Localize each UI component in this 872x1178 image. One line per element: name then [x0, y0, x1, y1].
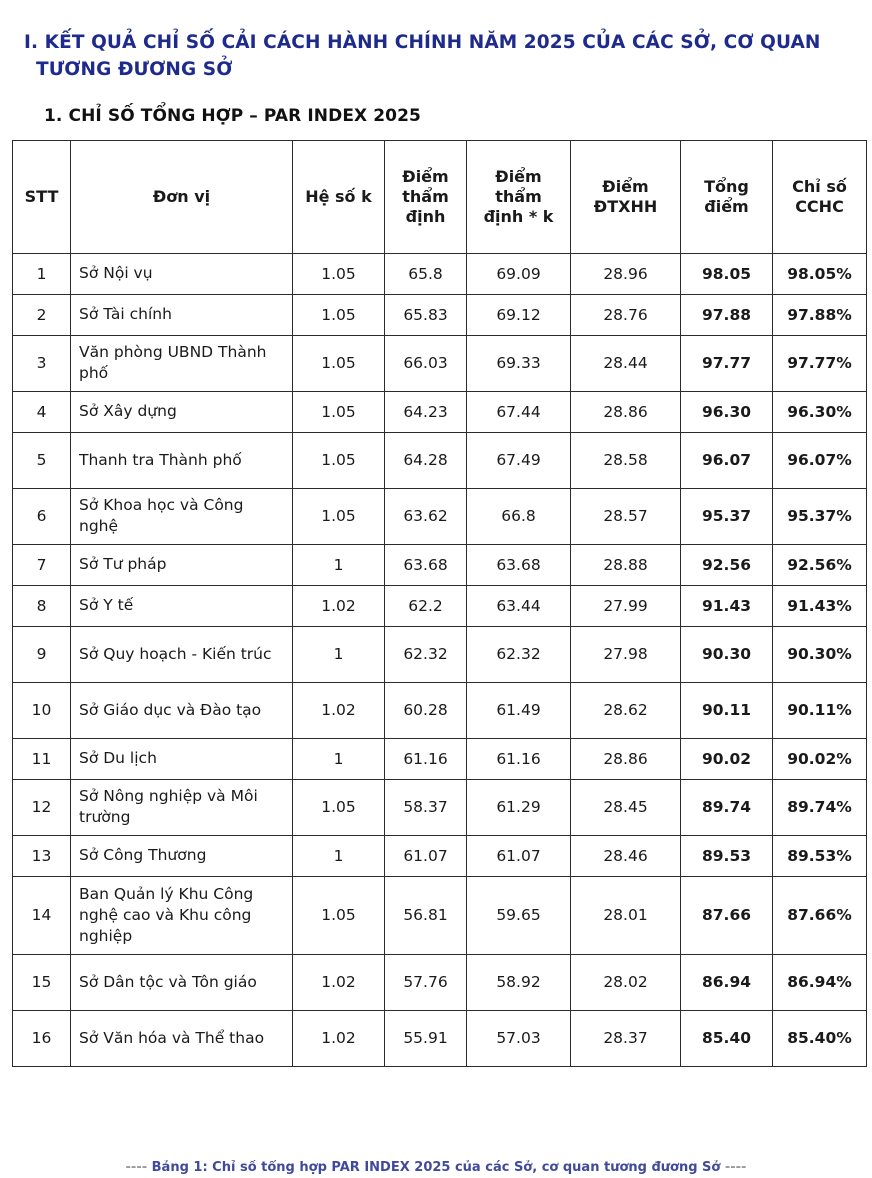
cell-diem-tham-dinh-k: 67.49 [467, 432, 571, 488]
table-row [13, 335, 867, 391]
table-row [13, 954, 867, 1010]
cell-diem-tham-dinh: 57.76 [385, 954, 467, 1010]
cell-he-so-k: 1 [293, 626, 385, 682]
cell-unit: Thanh tra Thành phố [71, 432, 293, 488]
cell-unit: Sở Công Thương [71, 835, 293, 876]
cell-unit: Sở Y tế [71, 585, 293, 626]
cell-diem-dtxhh: 27.99 [571, 585, 681, 626]
cell-diem-tham-dinh-k: 57.03 [467, 1010, 571, 1066]
cell-chi-so-cchc: 85.40% [773, 1010, 867, 1066]
cell-unit: Sở Nội vụ [71, 253, 293, 294]
cell-unit: Sở Quy hoạch - Kiến trúc [71, 626, 293, 682]
cell-unit: Sở Khoa học và Công nghệ [71, 488, 293, 544]
cell-chi-so-cchc: 86.94% [773, 954, 867, 1010]
table-row [13, 294, 867, 335]
table-row [13, 738, 867, 779]
cell-unit: Văn phòng UBND Thành phố [71, 335, 293, 391]
column-header-diem-tham-dinh: Điểm thẩm định [385, 140, 467, 253]
cell-diem-tham-dinh: 65.83 [385, 294, 467, 335]
cell-chi-so-cchc: 89.74% [773, 779, 867, 835]
cell-tong-diem: 90.30 [681, 626, 773, 682]
cell-unit: Sở Văn hóa và Thể thao [71, 1010, 293, 1066]
cell-diem-dtxhh: 27.98 [571, 626, 681, 682]
cell-unit: Sở Dân tộc và Tôn giáo [71, 954, 293, 1010]
cell-diem-dtxhh: 28.86 [571, 391, 681, 432]
cell-chi-so-cchc: 96.07% [773, 432, 867, 488]
cell-chi-so-cchc: 97.77% [773, 335, 867, 391]
cell-stt: 14 [13, 876, 71, 954]
cell-stt: 11 [13, 738, 71, 779]
cell-diem-tham-dinh-k: 63.68 [467, 544, 571, 585]
table-row [13, 626, 867, 682]
cell-chi-so-cchc: 90.30% [773, 626, 867, 682]
cell-he-so-k: 1.02 [293, 1010, 385, 1066]
column-header-he-so-k: Hệ số k [293, 140, 385, 253]
table-row [13, 488, 867, 544]
cell-he-so-k: 1 [293, 544, 385, 585]
cell-chi-so-cchc: 89.53% [773, 835, 867, 876]
cell-chi-so-cchc: 95.37% [773, 488, 867, 544]
cell-tong-diem: 95.37 [681, 488, 773, 544]
table-row [13, 544, 867, 585]
cell-diem-dtxhh: 28.44 [571, 335, 681, 391]
cell-diem-tham-dinh-k: 61.16 [467, 738, 571, 779]
cell-diem-tham-dinh-k: 61.29 [467, 779, 571, 835]
cell-chi-so-cchc: 96.30% [773, 391, 867, 432]
cell-diem-dtxhh: 28.45 [571, 779, 681, 835]
cell-diem-dtxhh: 28.57 [571, 488, 681, 544]
cell-diem-tham-dinh: 63.62 [385, 488, 467, 544]
cell-stt: 16 [13, 1010, 71, 1066]
cell-diem-dtxhh: 28.86 [571, 738, 681, 779]
column-header-stt: STT [13, 140, 71, 253]
cell-tong-diem: 85.40 [681, 1010, 773, 1066]
cell-diem-tham-dinh-k: 62.32 [467, 626, 571, 682]
cell-diem-tham-dinh: 60.28 [385, 682, 467, 738]
cell-diem-tham-dinh-k: 63.44 [467, 585, 571, 626]
cell-unit: Sở Giáo dục và Đào tạo [71, 682, 293, 738]
cell-unit: Sở Xây dựng [71, 391, 293, 432]
cell-diem-tham-dinh-k: 69.33 [467, 335, 571, 391]
page-title: I. KẾT QUẢ CHỈ SỐ CẢI CÁCH HÀNH CHÍNH NĂM 2025 CỦA CÁC SỞ, CƠ QUAN TƯƠNG ĐƯƠNG SỞ [24, 32, 821, 80]
cell-diem-tham-dinh-k: 61.07 [467, 835, 571, 876]
cell-diem-tham-dinh-k: 61.49 [467, 682, 571, 738]
cell-chi-so-cchc: 87.66% [773, 876, 867, 954]
cell-diem-tham-dinh: 63.68 [385, 544, 467, 585]
section-title: 1. CHỈ SỐ TỔNG HỢP – PAR INDEX 2025 [44, 105, 421, 126]
cell-diem-tham-dinh: 61.16 [385, 738, 467, 779]
cell-chi-so-cchc: 90.02% [773, 738, 867, 779]
column-header-chi-so-cchc: Chỉ số CCHC [773, 140, 867, 253]
table-row [13, 585, 867, 626]
cell-he-so-k: 1.05 [293, 294, 385, 335]
cell-tong-diem: 97.77 [681, 335, 773, 391]
table-row [13, 835, 867, 876]
cell-he-so-k: 1.05 [293, 779, 385, 835]
cell-diem-dtxhh: 28.62 [571, 682, 681, 738]
column-header-diem-tham-dinh-k: Điểm thẩm định * k [467, 140, 571, 253]
table-header-row [13, 140, 867, 253]
cell-chi-so-cchc: 97.88% [773, 294, 867, 335]
cell-diem-dtxhh: 28.58 [571, 432, 681, 488]
cell-he-so-k: 1.05 [293, 391, 385, 432]
cell-he-so-k: 1.02 [293, 585, 385, 626]
caption-dashes-right: ---- [720, 1160, 747, 1175]
cell-diem-tham-dinh-k: 66.8 [467, 488, 571, 544]
cell-diem-dtxhh: 28.76 [571, 294, 681, 335]
cell-tong-diem: 89.53 [681, 835, 773, 876]
cell-stt: 15 [13, 954, 71, 1010]
cell-diem-tham-dinh-k: 67.44 [467, 391, 571, 432]
column-header-diem-dtxhh: Điểm ĐTXHH [571, 140, 681, 253]
cell-diem-tham-dinh-k: 69.09 [467, 253, 571, 294]
cell-chi-so-cchc: 98.05% [773, 253, 867, 294]
cell-diem-tham-dinh: 64.23 [385, 391, 467, 432]
cell-tong-diem: 92.56 [681, 544, 773, 585]
cell-diem-dtxhh: 28.88 [571, 544, 681, 585]
table-row [13, 779, 867, 835]
table-row [13, 432, 867, 488]
cell-tong-diem: 91.43 [681, 585, 773, 626]
cell-stt: 12 [13, 779, 71, 835]
cell-diem-tham-dinh: 62.32 [385, 626, 467, 682]
cell-diem-tham-dinh: 58.37 [385, 779, 467, 835]
cell-tong-diem: 97.88 [681, 294, 773, 335]
cell-unit: Sở Tài chính [71, 294, 293, 335]
cell-diem-dtxhh: 28.96 [571, 253, 681, 294]
cell-diem-dtxhh: 28.46 [571, 835, 681, 876]
column-header-unit: Đơn vị [71, 140, 293, 253]
cell-diem-tham-dinh: 64.28 [385, 432, 467, 488]
cell-stt: 13 [13, 835, 71, 876]
cell-diem-tham-dinh-k: 69.12 [467, 294, 571, 335]
cell-he-so-k: 1 [293, 738, 385, 779]
cell-stt: 1 [13, 253, 71, 294]
cell-diem-tham-dinh: 56.81 [385, 876, 467, 954]
par-index-table [12, 140, 867, 1067]
cell-diem-dtxhh: 28.02 [571, 954, 681, 1010]
cell-unit: Sở Tư pháp [71, 544, 293, 585]
cell-tong-diem: 90.11 [681, 682, 773, 738]
cell-he-so-k: 1.02 [293, 682, 385, 738]
cell-stt: 4 [13, 391, 71, 432]
cell-stt: 9 [13, 626, 71, 682]
cell-he-so-k: 1.05 [293, 488, 385, 544]
cell-diem-tham-dinh: 66.03 [385, 335, 467, 391]
table-row [13, 253, 867, 294]
cell-tong-diem: 89.74 [681, 779, 773, 835]
cell-tong-diem: 98.05 [681, 253, 773, 294]
cell-chi-so-cchc: 91.43% [773, 585, 867, 626]
cell-unit: Sở Du lịch [71, 738, 293, 779]
cell-chi-so-cchc: 92.56% [773, 544, 867, 585]
table-row [13, 876, 867, 954]
cell-tong-diem: 90.02 [681, 738, 773, 779]
cell-stt: 3 [13, 335, 71, 391]
table-row [13, 391, 867, 432]
cell-stt: 2 [13, 294, 71, 335]
cell-he-so-k: 1.02 [293, 954, 385, 1010]
table-row [13, 1010, 867, 1066]
table-caption [0, 1160, 872, 1178]
cell-diem-tham-dinh: 61.07 [385, 835, 467, 876]
table-row [13, 682, 867, 738]
caption-text: Bảng 1: Chỉ số tổng hợp PAR INDEX 2025 của các Sở, cơ quan tương đương Sở [151, 1160, 721, 1175]
column-header-tong-diem: Tổng điểm [681, 140, 773, 253]
cell-he-so-k: 1.05 [293, 253, 385, 294]
cell-diem-dtxhh: 28.37 [571, 1010, 681, 1066]
cell-he-so-k: 1.05 [293, 876, 385, 954]
cell-diem-tham-dinh: 55.91 [385, 1010, 467, 1066]
cell-unit: Ban Quản lý Khu Công nghệ cao và Khu công nghiệp [71, 876, 293, 954]
cell-tong-diem: 96.30 [681, 391, 773, 432]
cell-unit: Sở Nông nghiệp và Môi trường [71, 779, 293, 835]
caption-dashes: ---- [125, 1160, 152, 1175]
cell-tong-diem: 96.07 [681, 432, 773, 488]
cell-chi-so-cchc: 90.11% [773, 682, 867, 738]
cell-he-so-k: 1.05 [293, 432, 385, 488]
cell-diem-tham-dinh: 65.8 [385, 253, 467, 294]
cell-tong-diem: 86.94 [681, 954, 773, 1010]
cell-stt: 5 [13, 432, 71, 488]
cell-diem-tham-dinh: 62.2 [385, 585, 467, 626]
cell-stt: 6 [13, 488, 71, 544]
cell-stt: 8 [13, 585, 71, 626]
cell-diem-tham-dinh-k: 58.92 [467, 954, 571, 1010]
cell-tong-diem: 87.66 [681, 876, 773, 954]
cell-diem-dtxhh: 28.01 [571, 876, 681, 954]
cell-stt: 10 [13, 682, 71, 738]
cell-stt: 7 [13, 544, 71, 585]
table-body [13, 253, 867, 1066]
cell-diem-tham-dinh-k: 59.65 [467, 876, 571, 954]
cell-he-so-k: 1 [293, 835, 385, 876]
cell-he-so-k: 1.05 [293, 335, 385, 391]
